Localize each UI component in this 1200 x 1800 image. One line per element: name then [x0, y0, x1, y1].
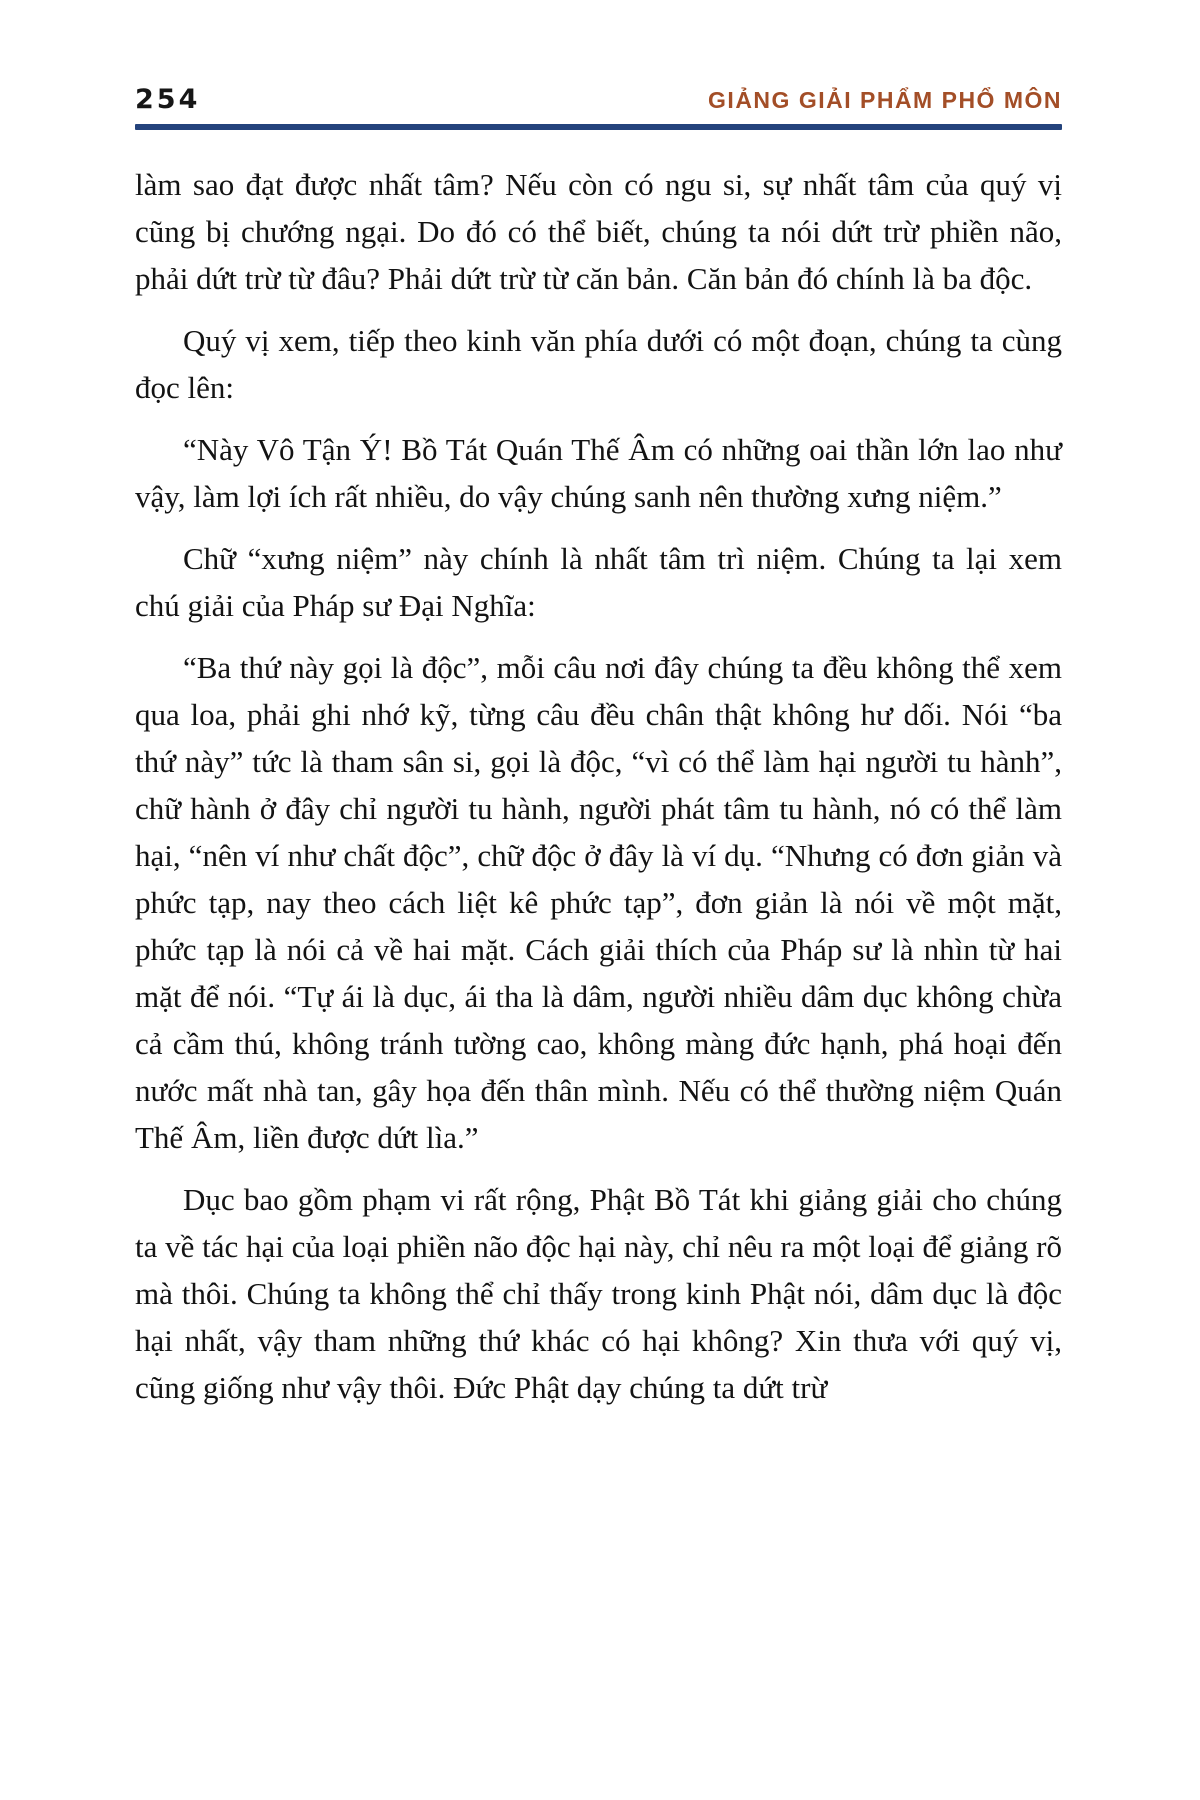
- header-rule: [135, 124, 1062, 130]
- paragraph: “Ba thứ này gọi là độc”, mỗi câu nơi đây chúng ta đều không thể xem qua loa, phải ghi nhớ kỹ, từng câu đều chân thật không hư dối. Nói “ba thứ này” tức là tham sân si, gọi là độc, “vì có thể làm hại người tu hành”, chữ hành ở đây chỉ người tu hành, người phát tâm tu hành, nó có thể làm hại, “nên ví như chất độc”, chữ độc ở đây là ví dụ. “Nhưng có đơn giản và phức tạp, nay theo cách liệt kê phức tạp”, đơn giản là nói về một mặt, phức tạp là nói cả về hai mặt. Cách giải thích của Pháp sư là nhìn từ hai mặt để nói. “Tự ái là dục, ái tha là dâm, người nhiều dâm dục không chừa cả cầm thú, không tránh tường cao, không màng đức hạnh, phá hoại đến nước mất nhà tan, gây họa đến thân mình. Nếu có thể thường niệm Quán Thế Âm, liền được dứt lìa.”: [135, 650, 1062, 1155]
- page-number: 254: [135, 84, 201, 115]
- paragraph: “Này Vô Tận Ý! Bồ Tát Quán Thế Âm có những oai thần lớn lao như vậy, làm lợi ích rất nhiều, do vậy chúng sanh nên thường xưng niệm.”: [135, 432, 1062, 514]
- paragraph: Dục bao gồm phạm vi rất rộng, Phật Bồ Tát khi giảng giải cho chúng ta về tác hại của loại phiền não độc hại này, chỉ nêu ra một loại để giảng rõ mà thôi. Chúng ta không thể chỉ thấy trong kinh Phật nói, dâm dục là độc hại nhất, vậy tham những thứ khác có hại không? Xin thưa với quý vị, cũng giống như vậy thôi. Đức Phật dạy chúng ta dứt trừ: [135, 1182, 1062, 1405]
- page-header: [135, 84, 1062, 115]
- page-body: [135, 161, 1062, 1411]
- paragraph: Quý vị xem, tiếp theo kinh văn phía dưới có một đoạn, chúng ta cùng đọc lên:: [135, 323, 1062, 405]
- paragraph: làm sao đạt được nhất tâm? Nếu còn có ngu si, sự nhất tâm của quý vị cũng bị chướng ngại. Do đó có thể biết, chúng ta nói dứt trừ phiền não, phải dứt trừ từ đâu? Phải dứt trừ từ căn bản. Căn bản đó chính là ba độc.: [135, 167, 1062, 296]
- running-title: GIẢNG GIẢI PHẨM PHỔ MÔN: [708, 87, 1062, 113]
- paragraph: Chữ “xưng niệm” này chính là nhất tâm trì niệm. Chúng ta lại xem chú giải của Pháp sư Đại Nghĩa:: [135, 541, 1062, 623]
